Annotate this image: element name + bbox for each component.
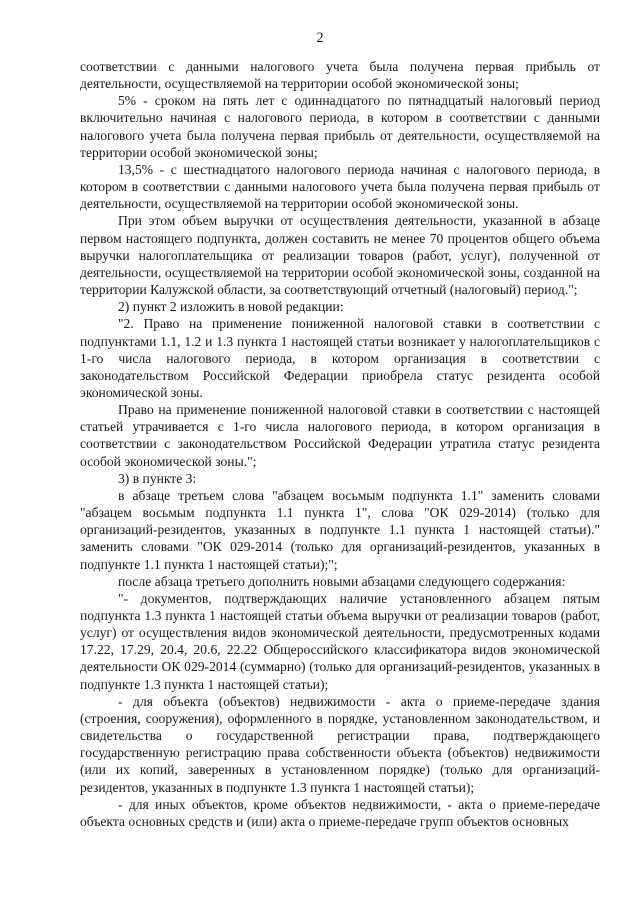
- document-body: [80, 58, 600, 830]
- paragraph: "2. Право на применение пониженной налоговой ставки в соответствии с подпунктами 1.1, 1.2 и 1.3 пункта 1 настоящей статьи возникает у налогоплательщиков с 1-го числа налогового периода, в котором организация в соответствии с законодательством Российской Федерации приобрела статус резидента особой экономической зоны.: [80, 316, 600, 400]
- paragraph: "- документов, подтверждающих наличие установленного абзацем пятым подпункта 1.3 пункта 1 настоящей статьи объема выручки от реализации товаров (работ, услуг) от осуществления видов экономической деятельности, предусмотренных кодами 17.22, 17.29, 20.4, 20.6, 22.22 Общероссийского классификатора видов экономической деятельности ОК 029-2014 (суммарно) (только для организаций-резидентов, указанных в подпункте 1.3 пункта 1 настоящей статьи);: [80, 590, 600, 692]
- page-number: 2: [316, 30, 324, 46]
- paragraph: - для иных объектов, кроме объектов недвижимости, - акта о приеме-передаче объекта основных средств и (или) акта о приеме-передаче групп объектов основных: [80, 796, 600, 829]
- paragraph: 3) в пункте 3:: [118, 470, 197, 486]
- paragraph: Право на применение пониженной налоговой ставки в соответствии с настоящей статьей утрачивается с 1-го числа налогового периода, в котором организация в соответствии с законодательством Российской Федерации утратила статус резидента особой экономической зоны.";: [80, 402, 600, 469]
- paragraph: - для объекта (объектов) недвижимости - акта о приеме-передаче здания (строения, сооружения), оформленного в порядке, установленном законодательством, и свидетельства о государственной регистрации права, подтверждающего государственную регистрацию права собственности объекта (объектов) недвижимости (или их копий, заверенных в установленном порядке) (только для организаций-резидентов, указанных в подпункте 1.3 пункта 1 настоящей статьи);: [80, 693, 600, 795]
- paragraph: При этом объем выручки от осуществления деятельности, указанной в абзаце первом настоящего подпункта, должен составить не менее 70 процентов общего объема выручки налогоплательщика от реализации товаров (работ, услуг), полученной от деятельности, осуществляемой на территории особой экономической зоны, созданной на территории Калужской области, за соответствующий отчетный (налоговый) период.";: [80, 213, 600, 298]
- paragraph: после абзаца третьего дополнить новыми абзацами следующего содержания:: [118, 573, 566, 589]
- paragraph: 2) пункт 2 изложить в новой редакции:: [118, 299, 344, 315]
- paragraph: 5% - сроком на пять лет с одиннадцатого по пятнадцатый налоговый период включительно начиная с налогового периода, в котором в соответствии с данными налогового учета была получена первая прибыль от деятельности, осуществляемой на территории особой экономической зоны;: [80, 93, 600, 160]
- paragraph: 13,5% - с шестнадцатого налогового периода начиная с налогового периода, в котором в соответствии с данными налогового учета была получена первая прибыль от деятельности, осуществляемой на территории особой экономической зоны.: [80, 161, 600, 212]
- paragraph: соответствии с данными налогового учета была получена первая прибыль от деятельности, осуществляемой на территории особой экономической зоны;: [80, 59, 600, 92]
- paragraph: в абзаце третьем слова "абзацем восьмым подпункта 1.1" заменить словами "абзацем восьмым подпункта 1.1 пункта 1", слова "ОК 029-2014) (только для организаций-резидентов, указанных в подпункте 1.1 пункта 1 настоящей статьи)." заменить словами "ОК 029-2014 (только для организаций-резидентов, указанных в подпункте 1.1 пункта 1 настоящей статьи);";: [80, 487, 600, 572]
